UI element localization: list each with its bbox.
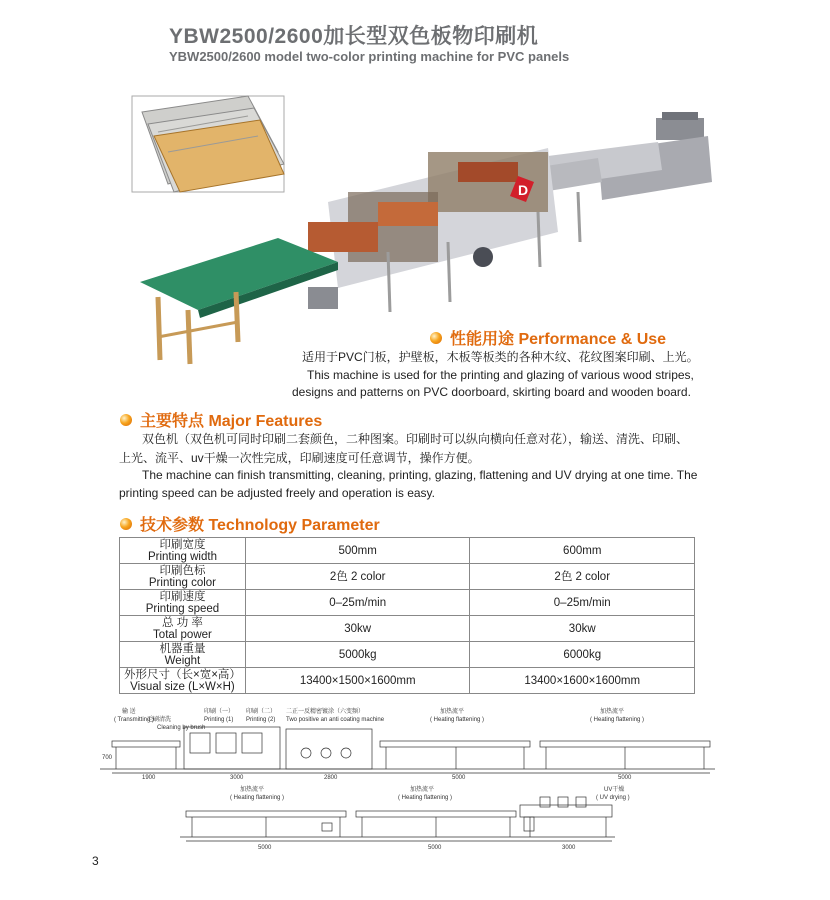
page-subtitle: YBW2500/2600 model two-color printing machine for PVC panels [169, 49, 570, 64]
panel-samples-image [132, 96, 284, 192]
param-value-500: 30kw [245, 616, 470, 642]
dim-top-5: 5000 [618, 775, 632, 781]
table-row [120, 616, 695, 642]
param-value-600: 600mm [470, 538, 695, 564]
parameter-heading-text: 技术参数 Technology Parameter [140, 517, 380, 534]
label-heat3-en: ( Heating flattening ) [230, 795, 285, 801]
param-label: 印刷色标 Printing color [120, 564, 246, 590]
label-print2-en: Printing (2) [246, 717, 276, 723]
param-label: 印刷速度 Printing speed [120, 590, 246, 616]
param-value-600: 30kw [470, 616, 695, 642]
param-label: 印刷宽度 Printing width [120, 538, 246, 564]
parameter-heading [120, 512, 380, 535]
dim-bottom-1: 5000 [258, 845, 272, 851]
label-print1-en: Printing (1) [204, 717, 234, 723]
label-print2-zh: 印刷（二） [246, 709, 277, 715]
label-coat-en: Two positive an anti coating machine [286, 717, 385, 723]
param-label: 外形尺寸（长×宽×高） Visual size (L×W×H) [120, 668, 246, 694]
label-heat1-en: ( Heating flattening ) [430, 717, 485, 723]
label-heat4-zh: 加热流平 [410, 787, 435, 793]
param-value-500: 13400×1500×1600mm [245, 668, 470, 694]
label-brush-zh: 毛刷清洗 [147, 717, 172, 723]
param-value-500: 5000kg [245, 642, 470, 668]
label-uv-en: ( UV drying ) [596, 795, 630, 801]
label-print1-zh: 印刷（一） [204, 709, 235, 715]
features-zh-line2: 上光、流平、uv干燥一次性完成，印刷速度可任意调节，操作方便。 [119, 451, 480, 465]
param-value-600: 0–25m/min [470, 590, 695, 616]
table-row [120, 564, 695, 590]
dim-height: 700 [102, 755, 113, 761]
label-heat3-zh: 加热流平 [240, 787, 265, 793]
param-value-500: 2色 2 color [245, 564, 470, 590]
layout-drawing [100, 705, 720, 855]
label-transmit-en: ( Transmitting ) [114, 717, 155, 723]
dim-top-4: 5000 [452, 775, 466, 781]
label-heat4-en: ( Heating flattening ) [398, 795, 453, 801]
performance-heading-text: 性能用途 Performance & Use [450, 331, 667, 348]
page-title: YBW2500/2600加长型双色板物印刷机 [169, 25, 539, 48]
features-zh-line1: 双色机（双色机可同时印刷二套颜色，二种图案。印刷时可以纵向横向任意对花），输送、清洗、印刷、 [142, 432, 689, 446]
performance-zh: 适用于PVC门板，护壁板，木板等板类的各种木纹、花纹图案印刷、上光。 [302, 350, 699, 364]
param-label: 机器重量 Weight [120, 642, 246, 668]
table-row [120, 668, 695, 694]
label-uv-zh: UV干燥 [604, 787, 625, 793]
dim-top-3: 2800 [324, 775, 338, 781]
label-transmit-zh: 输 送 [122, 709, 136, 715]
param-label: 总 功 率 Total power [120, 616, 246, 642]
param-value-600: 6000kg [470, 642, 695, 668]
performance-en-line1: This machine is used for the printing and glazing of various wood stripes, [307, 368, 694, 382]
orange-bullet-icon [120, 414, 132, 426]
dim-top-2: 3000 [230, 775, 244, 781]
label-coat-zh: 二正一反精密镀涂（六变频） [286, 709, 365, 715]
param-value-600: 2色 2 color [470, 564, 695, 590]
brand-logo-glyph: D [518, 182, 529, 198]
orange-bullet-icon [120, 518, 132, 530]
features-heading [120, 408, 322, 431]
label-heat1-zh: 加热流平 [440, 709, 465, 715]
bottom-row-outline [180, 797, 615, 841]
features-en-line2: printing speed can be adjusted freely and operation is easy. [119, 486, 435, 500]
label-heat2-zh: 加热流平 [600, 709, 625, 715]
performance-heading [430, 326, 666, 349]
param-value-600: 13400×1600×1600mm [470, 668, 695, 694]
page-number: 3 [92, 854, 99, 868]
table-row [120, 538, 695, 564]
table-row [120, 590, 695, 616]
dim-bottom-2: 5000 [428, 845, 442, 851]
dim-top-1: 1900 [142, 775, 156, 781]
orange-bullet-icon [430, 332, 442, 344]
performance-en-line2: designs and patterns on PVC doorboard, skirting board and wooden board. [292, 385, 691, 399]
features-heading-text: 主要特点 Major Features [140, 413, 323, 430]
table-row [120, 642, 695, 668]
dim-bottom-3: 3000 [562, 845, 576, 851]
param-value-500: 0–25m/min [245, 590, 470, 616]
top-row-outline [100, 727, 715, 773]
features-en-line1: The machine can finish transmitting, cleaning, printing, glazing, flattening and UV drying at one time. The [142, 468, 698, 482]
label-brush-en: Cleaning by brush [157, 725, 206, 731]
label-heat2-en: ( Heating flattening ) [590, 717, 645, 723]
parameter-table [119, 537, 695, 694]
param-value-500: 500mm [245, 538, 470, 564]
